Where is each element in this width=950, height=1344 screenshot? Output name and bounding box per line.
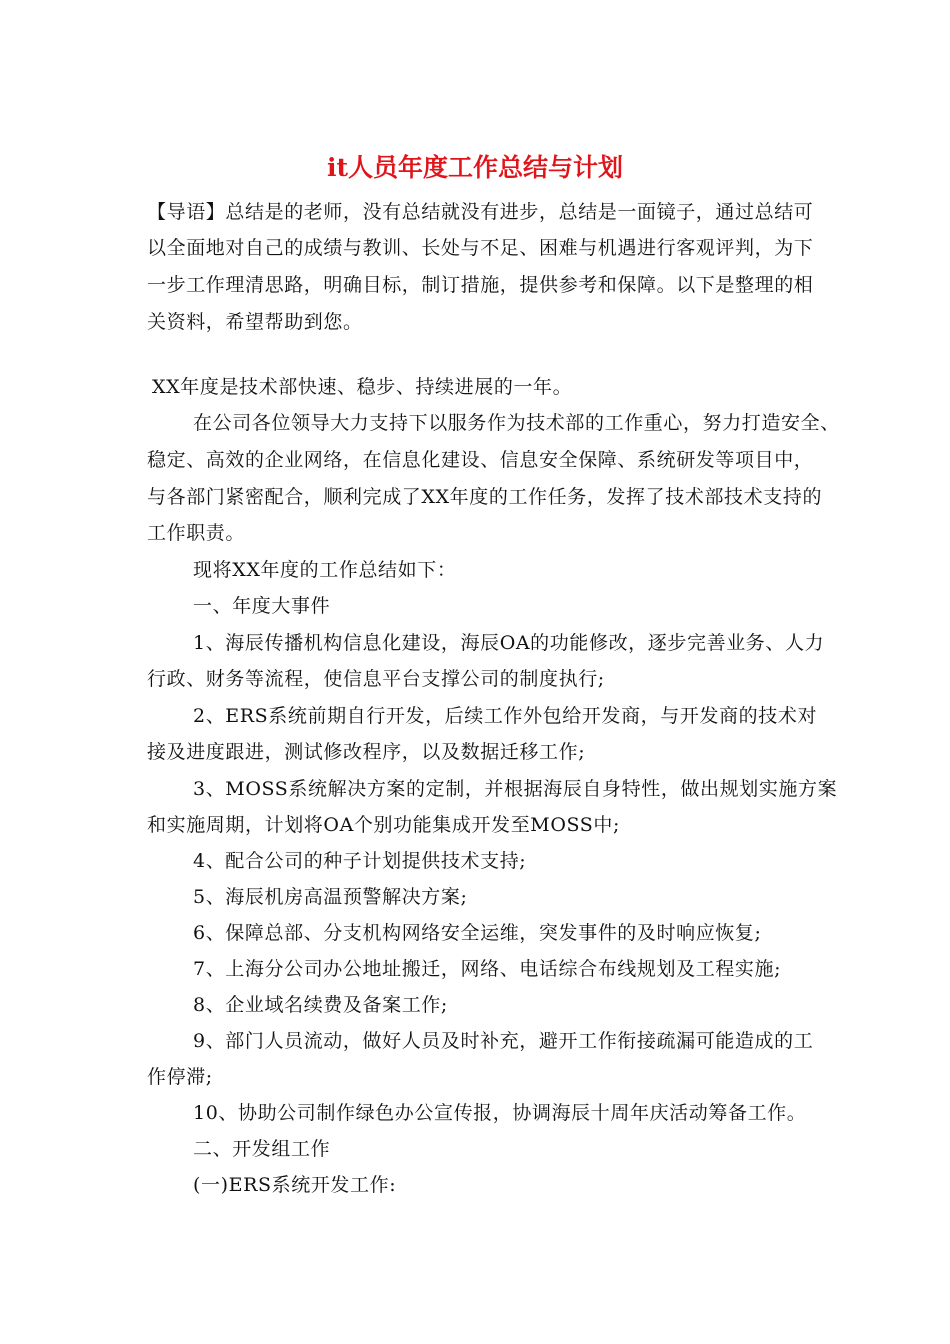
paragraph-line: 工作职责。: [147, 522, 246, 544]
section-heading: 二、开发组工作: [193, 1138, 331, 1160]
list-item-line: 和实施周期，计划将OA个别功能集成开发至MOSS中;: [147, 814, 621, 836]
paragraph-line: XX年度是技术部快速、稳步、持续进展的一年。: [152, 376, 573, 398]
intro-line-4: 关资料，希望帮助到您。: [147, 311, 363, 333]
intro-line-2: 以全面地对自己的成绩与教训、长处与不足、困难与机遇进行客观评判，为下: [147, 237, 814, 259]
list-item-line: 行政、财务等流程，使信息平台支撑公司的制度执行;: [147, 668, 605, 690]
paragraph-line: 稳定、高效的企业网络，在信息化建设、信息安全保障、系统研发等项目中，: [147, 449, 814, 471]
intro-line-3: 一步工作理清思路，明确目标，制订措施，提供参考和保障。以下是整理的相: [147, 274, 814, 296]
subsection-heading: (一)ERS系统开发工作:: [193, 1174, 397, 1196]
list-item-line: 8、企业域名续费及备案工作;: [193, 994, 448, 1016]
list-item-line: 2、ERS系统前期自行开发，后续工作外包给开发商，与开发商的技术对: [193, 705, 818, 727]
section-heading: 一、年度大事件: [193, 595, 331, 617]
list-item-line: 9、部门人员流动，做好人员及时补充，避开工作衔接疏漏可能造成的工: [193, 1030, 814, 1052]
list-item-line: 作停滞;: [147, 1066, 213, 1088]
list-item-line: 10、协助公司制作绿色办公宣传报，协调海辰十周年庆活动筹备工作。: [193, 1102, 807, 1124]
document-title: it人员年度工作总结与计划: [326, 153, 624, 182]
list-item-line: 5、海辰机房高温预警解决方案;: [193, 886, 468, 908]
paragraph-line: 现将XX年度的工作总结如下：: [193, 559, 457, 581]
list-item-line: 4、配合公司的种子计划提供技术支持;: [193, 850, 527, 872]
list-item-line: 6、保障总部、分支机构网络安全运维，突发事件的及时响应恢复;: [193, 922, 762, 944]
list-item-line: 1、海辰传播机构信息化建设，海辰OA的功能修改，逐步完善业务、人力: [193, 632, 825, 654]
paragraph-line: 在公司各位领导大力支持下以服务作为技术部的工作重心，努力打造安全、: [193, 412, 840, 434]
intro-line-1: 【导语】总结是的老师，没有总结就没有进步，总结是一面镜子，通过总结可: [147, 201, 814, 223]
paragraph-line: 与各部门紧密配合，顺利完成了XX年度的工作任务，发挥了技术部技术支持的: [147, 486, 823, 508]
list-item-line: 接及进度跟进，测试修改程序，以及数据迁移工作;: [147, 741, 586, 763]
list-item-line: 7、上海分公司办公地址搬迁，网络、电话综合布线规划及工程实施;: [193, 958, 782, 980]
list-item-line: 3、MOSS系统解决方案的定制，并根据海辰自身特性，做出规划实施方案: [193, 778, 838, 800]
